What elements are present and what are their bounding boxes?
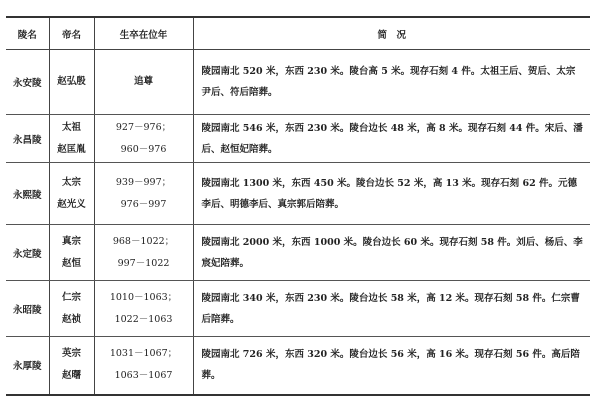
- years-line: 1010－1063；: [109, 291, 178, 303]
- years-line: 追尊: [133, 76, 153, 87]
- years: [94, 337, 193, 395]
- description: 陵园南北 340 米，东西 230 米。陵台边长 58 米，高 12 米。现存石刻 58 件。仁宗曹后陪葬。: [193, 281, 590, 337]
- years-line: 1063－1067: [114, 370, 173, 382]
- emperor-name: [49, 115, 94, 163]
- tomb-name: 永昌陵: [6, 115, 49, 163]
- years-line: 960－976: [120, 143, 167, 155]
- years-line: 1022－1063: [114, 313, 173, 325]
- description: 陵园南北 726 米，东西 320 米。陵台边长 56 米，高 16 米。现存石刻 56 件。高后陪葬。: [201, 349, 580, 382]
- header-emperor: 帝名: [49, 17, 94, 50]
- years: [94, 50, 193, 115]
- emperor-line: 仁宗: [61, 291, 81, 303]
- years-line: 997－1022: [117, 257, 170, 269]
- emperor-line: 赵曙: [61, 370, 81, 382]
- description: 陵园南北 1300 米，东西 450 米。陵台边长 52 米，高 13 米。现存石刻 62 件。元德李后、明德李后、真宗郭后陪葬。: [193, 163, 590, 225]
- years-line: 976－997: [120, 198, 167, 210]
- table-row: [6, 50, 590, 115]
- emperor-name: [49, 281, 94, 337]
- emperor-line: 真宗: [61, 235, 81, 247]
- years-line: 968－1022；: [112, 235, 175, 247]
- emperor-line: 赵光义: [57, 198, 86, 210]
- song-tombs-table: [6, 16, 590, 396]
- header-tomb: 陵名: [6, 17, 49, 50]
- years: [94, 115, 193, 163]
- years: [94, 281, 193, 337]
- tomb-name: 永定陵: [6, 225, 49, 281]
- table-row: [6, 115, 590, 163]
- description: 陵园南北 520 米，东西 230 米。陵台高 5 米。现存石刻 4 件。太祖王后、贺后、太宗尹后、符后陪葬。: [193, 50, 590, 115]
- emperor-line: 赵弘殷: [57, 76, 86, 87]
- emperor-name: [49, 163, 94, 225]
- years-line: 1031－1067；: [109, 348, 178, 360]
- header-row: [6, 17, 590, 50]
- years-line: 939－997；: [115, 176, 172, 188]
- years: [94, 163, 193, 225]
- table-row: [6, 163, 590, 225]
- emperor-line: 赵恒: [61, 257, 81, 269]
- emperor-name: [49, 50, 94, 115]
- table-row: [6, 337, 590, 395]
- table-row: [6, 281, 590, 337]
- header-years: 生卒在位年: [94, 17, 193, 50]
- emperor-line: 太宗: [61, 176, 81, 188]
- years-line: 927－976；: [115, 121, 172, 133]
- description: 陵园南北 546 米，东西 230 米。陵台边长 48 米，高 8 米。现存石刻 44 件。宋后、潘后、赵恒妃陪葬。: [193, 115, 590, 163]
- emperor-line: 赵祯: [61, 313, 81, 325]
- header-description: 简 况: [193, 17, 590, 50]
- years: [94, 225, 193, 281]
- emperor-name: [49, 225, 94, 281]
- tomb-name: 永安陵: [6, 50, 49, 115]
- emperor-line: 英宗: [61, 348, 81, 360]
- tomb-name: 永熙陵: [6, 163, 49, 225]
- emperor-line: 赵匡胤: [57, 143, 86, 155]
- emperor-name: [49, 337, 94, 395]
- tomb-name: 永昭陵: [6, 281, 49, 337]
- emperor-line: 太祖: [61, 121, 81, 133]
- tomb-name: 永厚陵: [6, 337, 49, 395]
- description: 陵园南北 2000 米，东西 1000 米。陵台边长 60 米。现存石刻 58 件。刘后、杨后、李宸妃陪葬。: [193, 225, 590, 281]
- table-row: [6, 225, 590, 281]
